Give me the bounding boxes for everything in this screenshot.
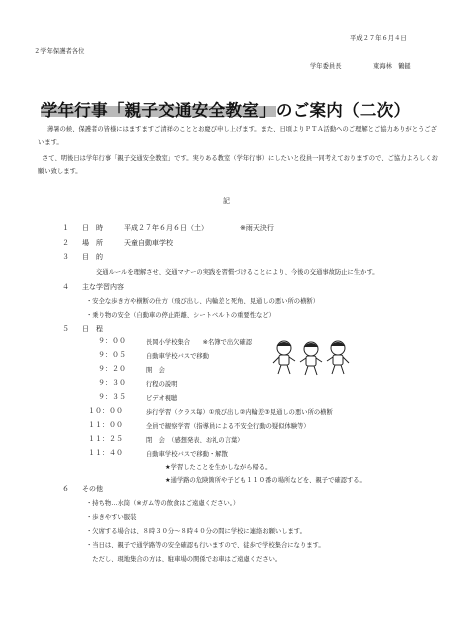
- item-label: 日 時: [82, 224, 103, 232]
- recipient: ２学年保護者各位: [34, 48, 85, 55]
- list-item: ・当日は、親子で通学路等の安全確認も行いますので、徒歩で学校集合になります。: [86, 542, 325, 549]
- item-num: １: [62, 224, 69, 232]
- list-item: ・欠席する場合は、８時３０分～８時４０分の間に学校に連絡お願いします。: [86, 528, 306, 535]
- document-title: [0, 97, 451, 121]
- schedule-event: 開 会: [146, 367, 165, 374]
- schedule-time: ９：３５: [98, 393, 126, 401]
- schedule-event: 自動車学校バスで移動: [146, 353, 209, 360]
- item-label: 目 的: [82, 253, 103, 261]
- schedule-event: 長岡小学校集合 ※名簿で出欠確認: [146, 339, 253, 346]
- item-num: ３: [62, 253, 69, 261]
- title-suffix: のご案内（二次）: [275, 101, 411, 120]
- list-item: ・持ち物…水筒（※ガム等の飲食はご遠慮ください。）: [86, 500, 240, 507]
- item-label: 日 程: [82, 325, 103, 333]
- schedule-time: ９：３０: [98, 379, 126, 387]
- item-label: その他: [82, 485, 103, 493]
- item-num: ４: [62, 283, 69, 291]
- schedule-time: ９：２０: [98, 365, 126, 373]
- list-item: ・安全な歩き方や横断の仕方（飛び出し、内輪差と死角、見通しの悪い所の横断）: [86, 298, 319, 305]
- item-num: ２: [62, 239, 69, 247]
- list-item: ・歩きやすい服装: [86, 514, 137, 521]
- schedule-time: ９：０５: [98, 351, 126, 359]
- schedule-note: ★学習したことを生かしながら帰る。: [165, 464, 272, 471]
- schedule-event: 自動車学校バスで移動・解散: [146, 451, 228, 458]
- date: 平成２７年６月４日: [350, 35, 407, 42]
- schedule-event: 行程の説明: [146, 381, 178, 388]
- item-label: 主な学習内容: [82, 283, 124, 291]
- schedule-time: １１：４０: [88, 449, 123, 457]
- schedule-event: 歩行学習（クラス毎）①飛び出し②内輪差③見通しの悪い所の横断: [146, 409, 333, 416]
- list-item: ・乗り物の安全（自動車の停止距離、シートベルトの重要性など）: [86, 312, 275, 319]
- schedule-event: 全員で観察学習（指導員による不安全行動の疑似体験等）: [146, 423, 310, 430]
- item-label: 場 所: [82, 239, 103, 247]
- list-item: ただし、現地集合の方は、駐車場の関係でお車はご遠慮ください。: [86, 556, 282, 563]
- schedule-note: ★通学路の危険箇所や子ども１１０番の場所などを、親子で確認する。: [165, 477, 366, 484]
- item-num: ５: [62, 325, 69, 333]
- ki-heading: 記: [223, 197, 230, 205]
- children-walking-illustration: [270, 338, 354, 378]
- item-body: 交通ルールを理解させ、交通マナーの実践を習慣づけることにより、今後の交通事故防止に生かす。: [96, 269, 379, 276]
- intro-paragraph-2: さて、明後日は学年行事「親子交通安全教室」です。実りある教室（学年行事）にしたいと役員一同考えておりますので、ご協力よろしくお願い致します。: [38, 155, 438, 175]
- schedule-time: ９：００: [98, 337, 126, 345]
- schedule-event: ビデオ視聴: [146, 395, 178, 402]
- item-note: ※雨天決行: [240, 224, 274, 232]
- title-main: 学年行事「親子交通安全教室」: [40, 101, 276, 120]
- item-num: ６: [62, 485, 69, 493]
- schedule-time: １１：２５: [88, 435, 123, 443]
- schedule-time: １０：００: [88, 407, 123, 415]
- item-value: 平成２７年６月６日（土）: [124, 224, 208, 232]
- schedule-time: １１：００: [88, 421, 123, 429]
- schedule-event: 閉 会 （感想発表、お礼の言葉）: [146, 437, 244, 444]
- intro-paragraph-1: 薄暑の候、保護者の皆様にはますますご清祥のこととお慶び申し上げます。また、日頃よりＰＴＡ活動へのご理解とご協力ありがとうございます。: [38, 126, 437, 146]
- item-value: 天童自動車学校: [124, 239, 173, 247]
- sender-title: 学年委員長: [310, 63, 342, 70]
- sender-name: 東海林 鶴鎚: [373, 63, 411, 70]
